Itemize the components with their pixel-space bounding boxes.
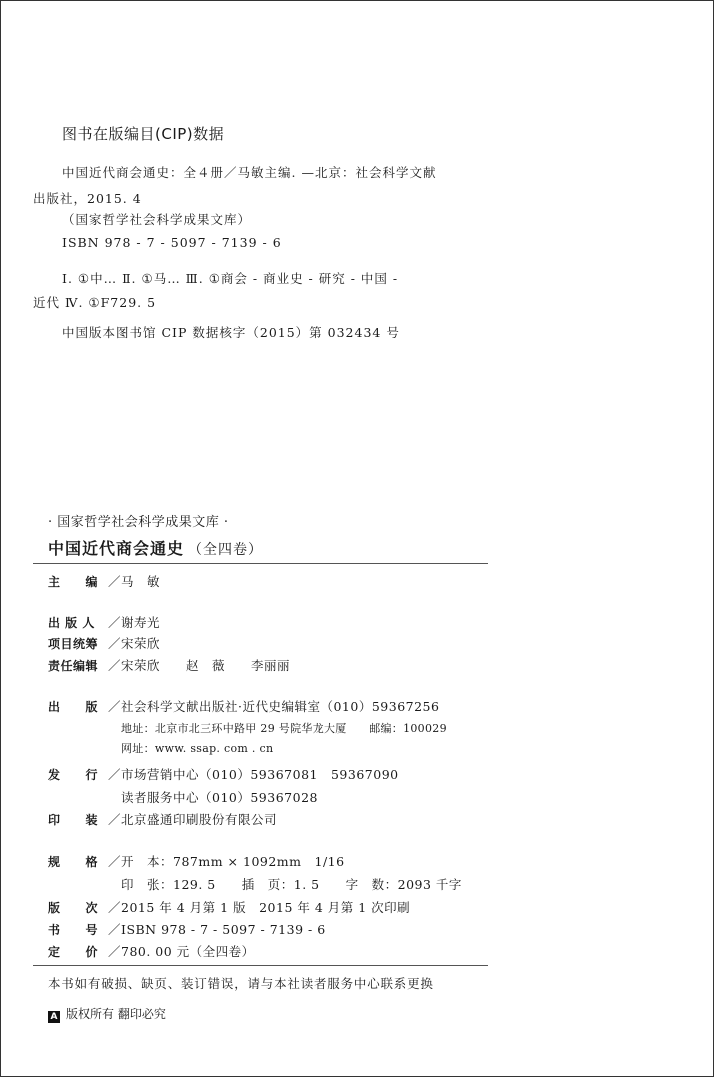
credit-label: 定 价 xyxy=(48,945,99,959)
credit-label: 版 次 xyxy=(48,901,99,915)
credit-row xyxy=(48,810,277,828)
copyright-notice xyxy=(48,1005,166,1023)
cip-line: 中国版本图书馆 CIP 数据核字（2015）第 032434 号 xyxy=(62,325,400,340)
credit-value: ／北京盛通印刷股份有限公司 xyxy=(108,812,278,827)
cip-line: （国家哲学社会科学成果文库） xyxy=(62,212,252,227)
credit-row xyxy=(48,572,160,590)
cip-line: Ⅰ. ①中… Ⅱ. ①马… Ⅲ. ①商会 - 商业史 - 研究 - 中国 - xyxy=(62,271,399,286)
credit-label: 发 行 xyxy=(48,768,99,782)
divider-top xyxy=(33,563,488,564)
credit-label: 印 装 xyxy=(48,813,99,827)
cip-heading: 图书在版编目(CIP)数据 xyxy=(62,125,225,143)
credit-label: 项目统筹 xyxy=(48,637,99,651)
cip-line: 中国近代商会通史：全４册／马敏主编. —北京：社会科学文献 xyxy=(62,165,437,180)
credit-value: ／社会科学文献出版社·近代史编辑室（010）59367256 xyxy=(108,699,440,714)
credit-label: 出 版 人 xyxy=(48,616,95,630)
credit-row xyxy=(48,942,255,960)
credit-value: ／马 敏 xyxy=(108,574,161,589)
credit-value: ／宋荣欣 赵 薇 李丽丽 xyxy=(108,658,291,673)
credit-row xyxy=(48,697,439,715)
replacement-notice: 本书如有破损、缺页、装订错误，请与本社读者服务中心联系更换 xyxy=(48,976,434,991)
cip-line: ISBN 978 - 7 - 5097 - 7139 - 6 xyxy=(62,235,282,250)
credit-row xyxy=(48,634,160,652)
publisher-logo-icon: A xyxy=(48,1011,60,1023)
credit-value: ／谢寿光 xyxy=(108,615,161,630)
book-title-text: 中国近代商会通史 xyxy=(48,539,185,558)
credit-row xyxy=(48,765,399,783)
book-volumes: （全四卷） xyxy=(188,542,264,558)
credit-label: 书 号 xyxy=(48,923,99,937)
publisher-address: 地址：北京市北三环中路甲 29 号院华龙大厦 邮编：100029 xyxy=(121,722,447,735)
credit-value: ／ISBN 978 - 7 - 5097 - 7139 - 6 xyxy=(108,922,326,937)
credit-label: 规 格 xyxy=(48,855,99,869)
series-name: · 国家哲学社会科学成果文库 · xyxy=(48,515,229,530)
format-extra: 印 张：129. 5 插 页：1. 5 字 数：2093 千字 xyxy=(121,877,462,892)
credit-row xyxy=(48,898,410,916)
credit-label: 出 版 xyxy=(48,700,99,714)
credit-value: ／780. 00 元（全四卷） xyxy=(108,944,255,959)
cip-line: 近代 Ⅳ. ①F729. 5 xyxy=(33,295,157,310)
credit-row xyxy=(48,920,326,938)
copyright-text: 版权所有 翻印必究 xyxy=(66,1007,166,1021)
credit-value: ／市场营销中心（010）59367081 59367090 xyxy=(108,767,399,782)
divider-bottom xyxy=(33,965,488,966)
distribution-extra: 读者服务中心（010）59367028 xyxy=(121,790,318,805)
credit-value: ／宋荣欣 xyxy=(108,636,161,651)
credit-value: ／开 本：787mm × 1092mm 1/16 xyxy=(108,854,345,869)
cip-line: 出版社，2015. 4 xyxy=(33,191,142,206)
book-title xyxy=(48,536,263,559)
credit-row xyxy=(48,852,345,870)
credit-label: 责任编辑 xyxy=(48,659,99,673)
publisher-web: 网址：www. ssap. com . cn xyxy=(121,742,274,755)
credit-label: 主 编 xyxy=(48,575,99,589)
credit-row xyxy=(48,613,160,631)
credit-row xyxy=(48,656,290,674)
credit-value: ／2015 年 4 月第 1 版 2015 年 4 月第 1 次印刷 xyxy=(108,900,411,915)
